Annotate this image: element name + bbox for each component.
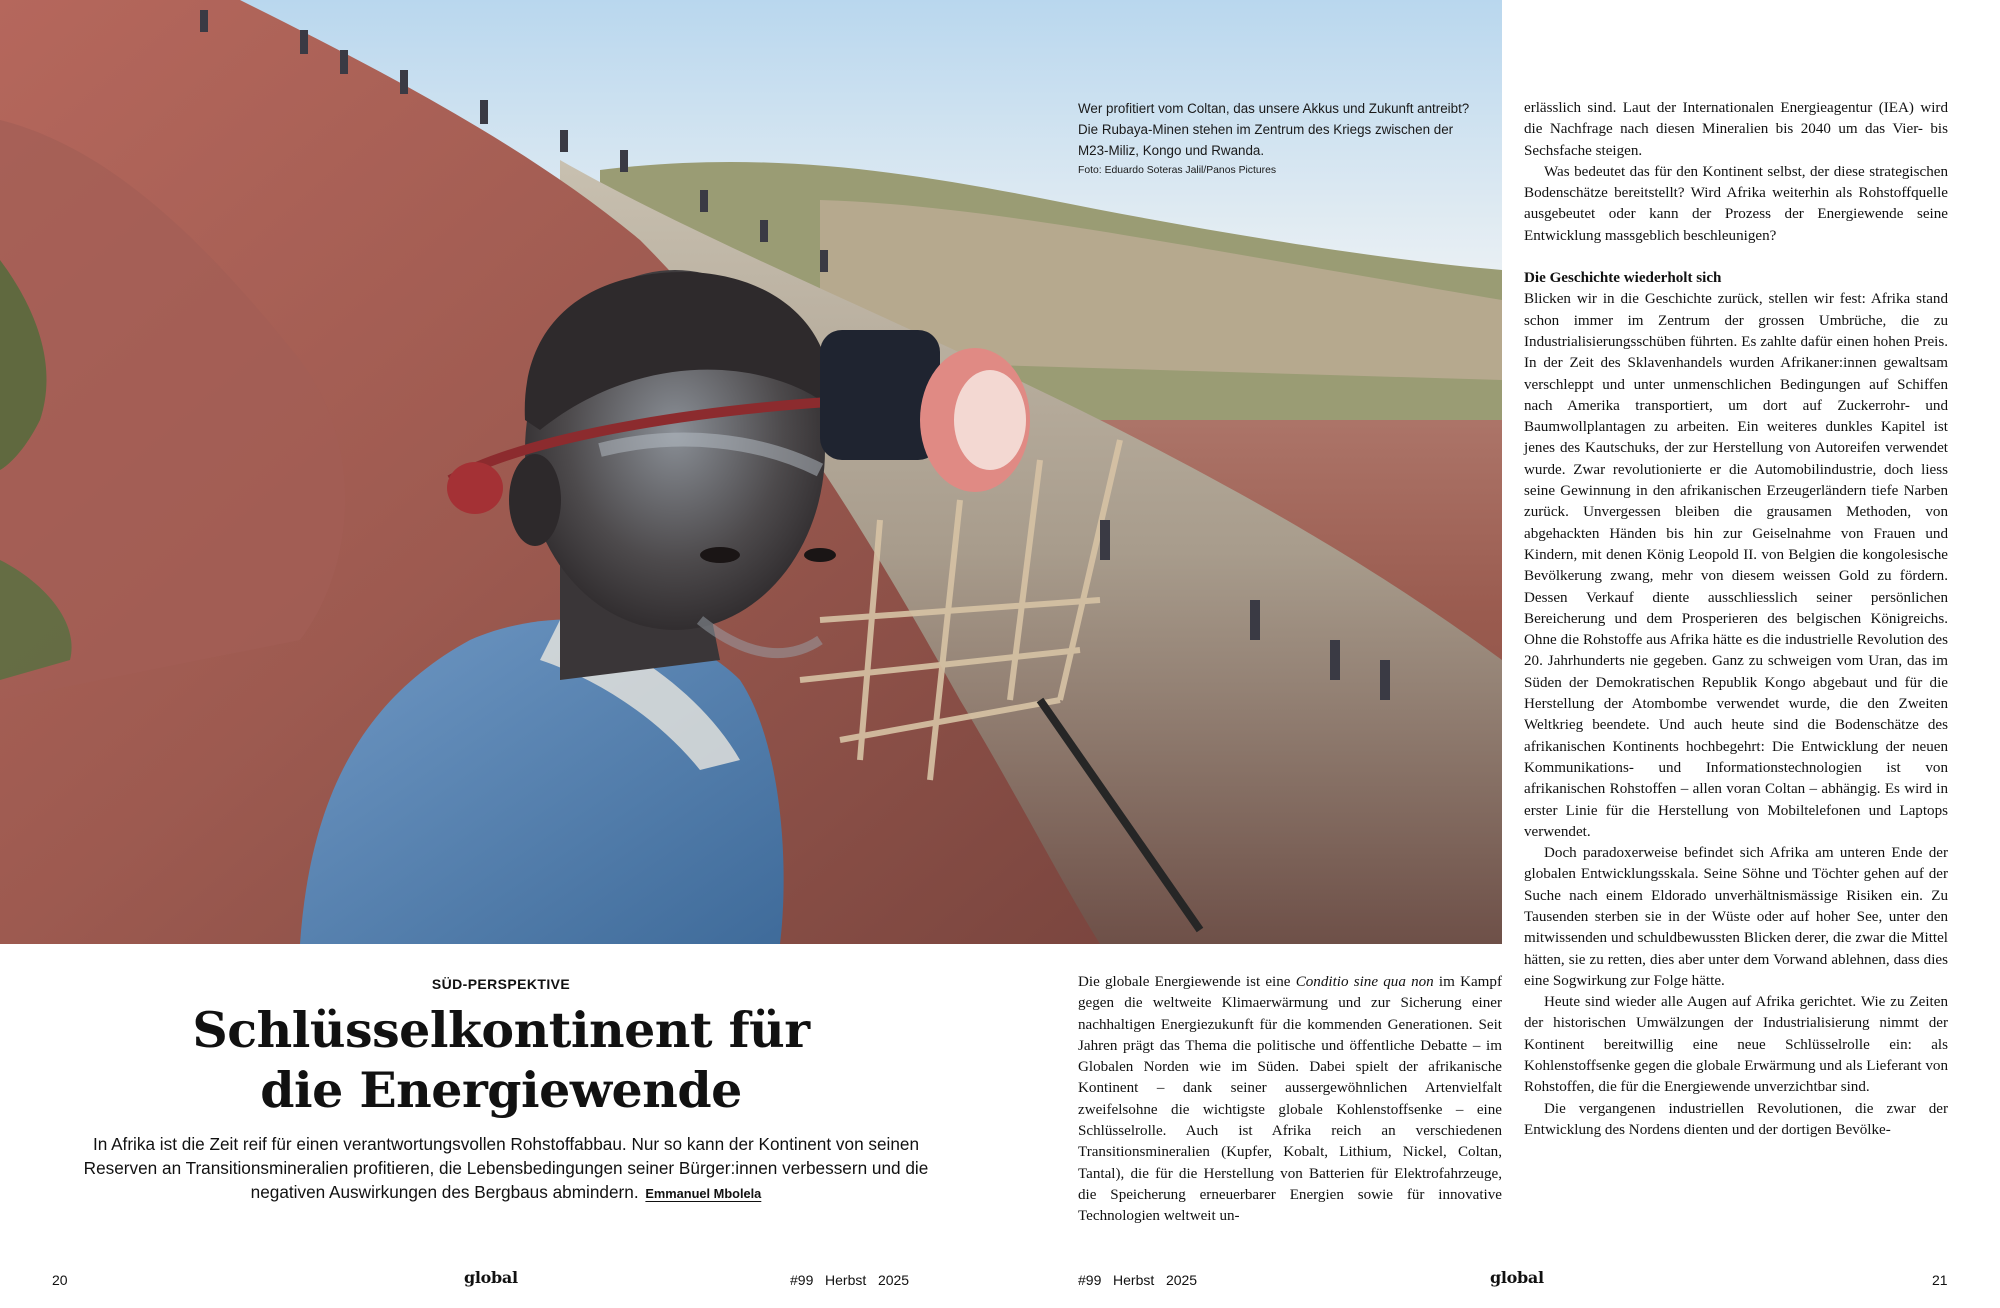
magazine-logo-right: global [1490, 1268, 1544, 1287]
magazine-logo-left: global [464, 1268, 518, 1287]
page-number-left: 20 [52, 1272, 68, 1288]
paragraph-2: Was bedeutet das für den Kontinent selbst, der diese strategischen Bodenschätze bereitstellt? Wird Afrika weiterhin als Rohstoffquelle ausgebeutet oder kann der Prozess der Energiewende seine Entwicklung massgeblich beschleunigen? [1524, 163, 1948, 244]
title-line-1: Schlüsselkontinent für [192, 1001, 810, 1059]
issue-season: Herbst [1113, 1272, 1155, 1288]
page-number-right: 21 [1932, 1272, 1948, 1288]
photo-caption [1078, 98, 1478, 179]
footer-issue-right [1078, 1272, 1197, 1288]
article-title [0, 1000, 1002, 1120]
paragraph-1-start: Die globale Energiewende ist eine Conditio sine qua non im Kampf gegen die weltweite Klimaerwärmung und zur Sicherung einer nachhaltigen Energiezukunft für die kommenden Generationen. Seit Jahren prägt das Thema die politische und öffentliche Debatte – im Globalen Norden wie im Süden. Dabei spielt der afrikanische Kontinent – dank seiner aussergewöhnlichen Artenvielfalt zweifelsohne die wichtigste globale Kohlenstoffsenke – eine Schlüsselrolle. Auch ist Afrika reich an verschiedenen Transitionsmineralien (Kupfer, Kobalt, Lithium, Nickel, Coltan, Tantal), die für die Herstellung von Batterien für Elektrofahrzeuge, die Speicherung erneuerbarer Energien sowie für innovative Technologien weltweit un- [1078, 974, 1502, 1225]
article-kicker: SÜD-PERSPEKTIVE [431, 976, 571, 992]
issue-year: 2025 [1165, 1272, 1198, 1288]
latin-phrase: Conditio sine qua non [1295, 974, 1434, 990]
lead-text: In Afrika ist die Zeit reif für einen verantwortungsvollen Rohstoffabbau. Nur so kann der Kontinent von seinen Reserven an Transitionsmineralien profitieren, die Lebensbedingungen seiner Bürger:innen verbessern und die negativen Auswirkungen des Bergbaus abmindern. [83, 1134, 929, 1202]
paragraph-4: Doch paradoxerweise befindet sich Afrika am unteren Ende der globalen Entwicklungsskala. Seine Söhne und Töchter gehen auf der Suche nach einem Eldorado unverhältnismässige Risiken ein. Zu Tausenden sterben sie in der Wüste oder auf hoher See, unter den mitwissenden und schuldbewussten Blicken derer, die zwar die Mittel hätten, sie zu retten, dies aber unter dem Vorwand ablehnen, dass dies eine Sogwirkung zur Folge hätte. [1524, 845, 1948, 989]
paragraph-6: Die vergangenen industriellen Revolutionen, die zwar der Entwicklung des Nordens dienten und der dortigen Bevölke- [1524, 1100, 1948, 1138]
paragraph-3: Blicken wir in die Geschichte zurück, stellen wir fest: Afrika stand schon immer im Zentrum der grossen Umbrüche, die zu Industrialisierungsschüben führten. Es zahlte dafür einen hohen Preis. In der Zeit des Sklavenhandels wurden Afrikaner:innen gewaltsam verschleppt und unter unmenschlichen Bedingungen auf Schiffen nach Amerika transportiert, um dort auf Zuckerrohr- und Baumwollplantagen zu arbeiten. Ein weiteres dunkles Kapitel ist jenes des Kautschuks, der zur Herstellung von Autoreifen verwendet wurde. Zwar revolutionierte er die Automobilindustrie, doch liess seine Gewinnung in den afrikanischen Erzeugerländern tiefe Narben zurück. Unvergessen bleiben die grausamen Methoden, von abgehackten Händen bis hin zur Geiselnahme von Frauen und Kindern, mit denen König Leopold II. von Belgien die kongolesische Bevölkerung zwang, mehr von diesem weissen Gold zu fördern. Dessen Verkauf diente ausschliesslich seiner persönlichen Bereicherung und dem Prosperieren des belgischen Königreichs. Ohne die Rohstoffe aus Afrika hätte es die industrielle Revolution des 20. Jahrhunderts nie gegeben. Ganz zu schweigen vom Uran, das im Süden der Demokratischen Republik Kongo abgebaut und für die Herstellung der Atombombe verwendet wurde, die den Zweiten Weltkrieg beendete. Und auch heute sind die Bodenschätze des afrikanischen Kontinents hochbegehrt: Die Entwicklung der neuen Kommunikations- und Informationstechnologien ist von afrikanischen Rohstoffen – allen voran Coltan – abhängig. Es wird in erster Linie für die Herstellung von Mobiltelefonen und Laptops verwendet. [1524, 291, 1948, 840]
paragraph-1-end: erlässlich sind. Laut der Internationalen Energieagentur (IEA) wird die Nachfrage nach diesen Mineralien bis 2040 um das Vier- bis Sechsfache steigen. [1524, 100, 1948, 159]
footer-issue-left [790, 1272, 909, 1288]
issue-number: #99 [1078, 1272, 1102, 1288]
article-lead [76, 1132, 936, 1206]
caption-text: Wer profitiert vom Coltan, das unsere Akkus und Zukunft antreibt? Die Rubaya-Minen stehen im Zentrum des Kriegs zwischen der M23-Miliz, Kongo und Rwanda. [1078, 101, 1470, 158]
body-column-right [1524, 98, 1948, 1141]
body-column-left [1078, 972, 1502, 1228]
photo-credit: Foto: Eduardo Soteras Jalil/Panos Pictures [1078, 165, 1277, 176]
issue-year: 2025 [877, 1272, 910, 1288]
paragraph-5: Heute sind wieder alle Augen auf Afrika gerichtet. Wie zu Zeiten der historischen Umwälzungen der Industrialisierung nimmt der Kontinent bereitwillig eine neue Schlüsselrolle ein: als Kohlenstoffsenke gegen die globale Erwärmung und als Lieferant von Rohstoffen, die für die Energiewende unverzichtbar sind. [1524, 994, 1948, 1096]
author-link[interactable]: Emmanuel Mbolela [645, 1186, 762, 1201]
title-line-2: die Energiewende [260, 1061, 742, 1119]
issue-season: Herbst [825, 1272, 867, 1288]
subheading: Die Geschichte wiederholt sich [1524, 270, 1722, 287]
issue-number: #99 [790, 1272, 814, 1288]
